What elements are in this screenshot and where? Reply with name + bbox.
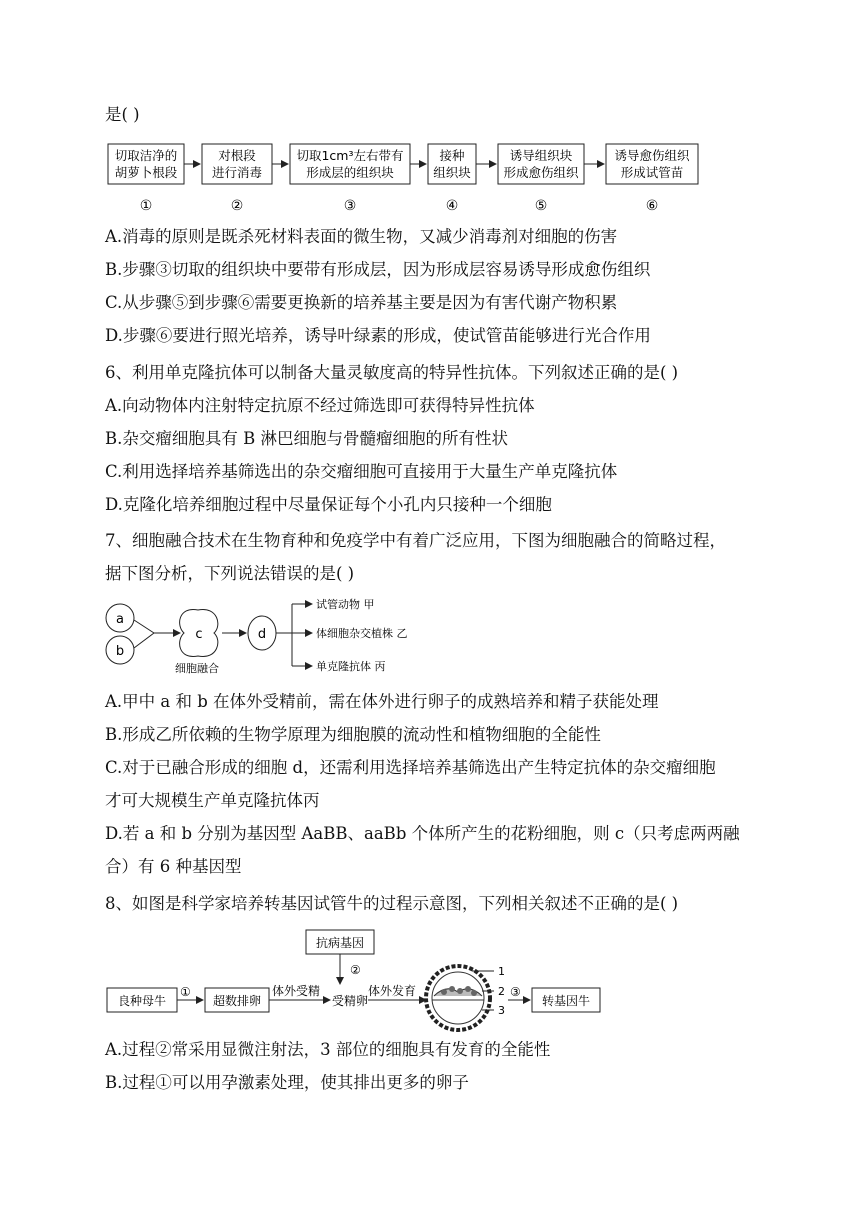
q8-option-a: A.过程②常采用显微注射法，3 部位的细胞具有发育的全能性: [105, 1040, 551, 1059]
q7-option-c-line2: 才可大规模生产单克隆抗体丙: [105, 791, 320, 810]
q7-stem-line2: 据下图分析，下列说法错误的是( ): [105, 564, 355, 583]
q8-option-b: B.过程①可以用孕激素处理，使其排出更多的卵子: [105, 1073, 469, 1092]
flow-3-line2: 形成层的组织块: [306, 165, 394, 180]
q7-option-b: B.形成乙所依赖的生物学原理为细胞膜的流动性和植物细胞的全能性: [105, 725, 601, 744]
flow-4-line2: 组织块: [433, 165, 471, 180]
zygote-label: 受精卵: [332, 994, 369, 1008]
part-3-label: 3: [498, 1004, 505, 1017]
cell-fusion-diagram: [0, 596, 860, 686]
cow-box-label: 良种母牛: [117, 994, 167, 1008]
q6-option-d: D.克隆化培养细胞过程中尽量保证每个小孔内只接种一个细胞: [105, 495, 552, 514]
q6-option-a: A.向动物体内注射特定抗原不经过筛选即可获得特异性抗体: [105, 396, 535, 415]
part-1-label: 1: [498, 965, 505, 978]
superovulation-label: 超数排卵: [212, 994, 262, 1008]
q5-option-d: D.步骤⑥要进行照光培养，诱导叶绿素的形成，使试管苗能够进行光合作用: [105, 326, 651, 345]
flow-5-line2: 形成愈伤组织: [503, 165, 579, 180]
output-1: 试管动物 甲: [316, 598, 375, 611]
cell-c-label: c: [195, 627, 203, 642]
q6-option-b: B.杂交瘤细胞具有 B 淋巴细胞与骨髓瘤细胞的所有性状: [105, 429, 508, 448]
q8-stem: 8、如图是科学家培养转基因试管牛的过程示意图，下列相关叙述不正确的是( ): [105, 894, 679, 913]
output-3: 单克隆抗体 丙: [316, 660, 386, 673]
flow-1-line1: 切取洁净的: [114, 148, 178, 163]
fusion-label: 细胞融合: [175, 662, 219, 675]
q7-stem-line1: 7、细胞融合技术在生物育种和免疫学中有着广泛应用，下图为细胞融合的简略过程，: [105, 531, 726, 550]
q7-option-c-line1: C.对于已融合形成的细胞 d，还需利用选择培养基筛选出产生特定抗体的杂交瘤细胞: [105, 758, 716, 777]
development-label: 体外发育: [368, 984, 417, 998]
flow-2-num: ②: [230, 198, 244, 214]
step3-label: ③: [510, 985, 521, 999]
flow-4-num: ④: [445, 198, 459, 214]
cell-d-label: d: [257, 627, 267, 642]
blastocyst: [426, 966, 490, 1030]
ivf-label: 体外受精: [272, 984, 321, 998]
flow-6-num: ⑥: [645, 198, 659, 214]
flow-6-line1: 诱导愈伤组织: [614, 148, 690, 163]
flow-2-line1: 对根段: [218, 148, 256, 163]
result-box-label: 转基因牛: [541, 994, 591, 1008]
q5-option-b: B.步骤③切取的组织块中要带有形成层，因为形成层容易诱导形成愈伤组织: [105, 260, 651, 279]
q7-option-d-line1: D.若 a 和 b 分别为基因型 AaBB、aaBb 个体所产生的花粉细胞，则 c（只考虑两两融: [105, 824, 740, 843]
q5-option-a: A.消毒的原则是既杀死材料表面的微生物，又减少消毒剂对细胞的伤害: [105, 227, 618, 246]
cell-b-label: b: [115, 644, 125, 659]
output-2: 体细胞杂交植株 乙: [316, 627, 408, 640]
q7-option-d-line2: 合）有 6 种基因型: [105, 857, 242, 876]
gene-box-label: 抗病基因: [315, 936, 365, 950]
flow-2-line2: 进行消毒: [211, 165, 263, 180]
flow-6-line2: 形成试管苗: [620, 165, 684, 180]
q5-option-c: C.从步骤⑤到步骤⑥需要更换新的培养基主要是因为有害代谢产物积累: [105, 293, 618, 312]
flow-4-line1: 接种: [439, 148, 465, 163]
q6-stem: 6、利用单克隆抗体可以制备大量灵敏度高的特异性抗体。下列叙述正确的是( ): [105, 363, 679, 382]
flow-5-num: ⑤: [534, 198, 548, 214]
part-2-label: 2: [498, 985, 505, 998]
tissue-culture-flowchart: [0, 136, 860, 226]
transgenic-cow-diagram: [0, 928, 860, 1034]
step1-label: ①: [180, 985, 191, 999]
flow-1-num: ①: [139, 198, 153, 214]
flow-3-line1: 切取1cm³左右带有: [296, 148, 404, 163]
flow-5-line1: 诱导组织块: [509, 148, 573, 163]
flow-3-num: ③: [343, 198, 357, 214]
q6-option-c: C.利用选择培养基筛选出的杂交瘤细胞可直接用于大量生产单克隆抗体: [105, 462, 618, 481]
question-fragment: 是( ): [105, 105, 140, 124]
step2-label: ②: [350, 963, 361, 977]
flow-1-line2: 胡萝卜根段: [114, 165, 178, 180]
q7-option-a: A.甲中 a 和 b 在体外受精前，需在体外进行卵子的成熟培养和精子获能处理: [105, 692, 659, 711]
cell-a-label: a: [116, 612, 124, 627]
